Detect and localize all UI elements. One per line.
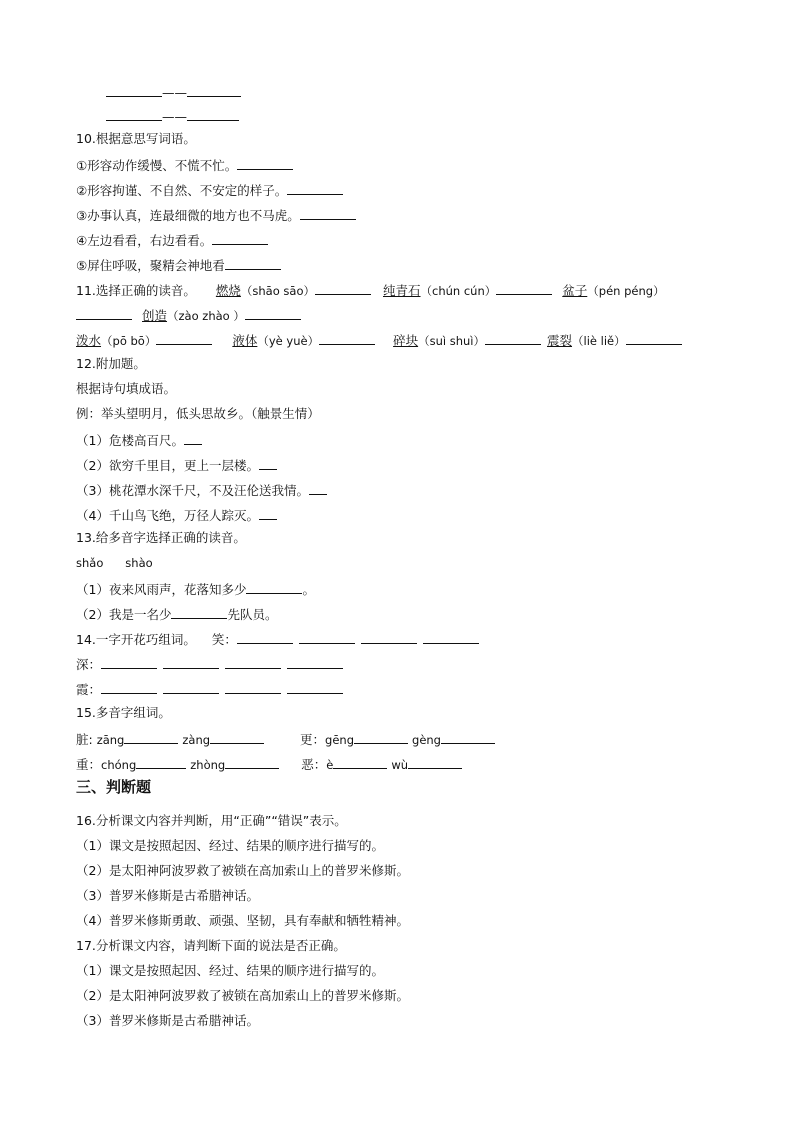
q12-item-text: （3）桃花潭水深千尺，不及汪伦送我情。 bbox=[76, 483, 309, 498]
answer-blank[interactable] bbox=[156, 330, 212, 345]
q13-item-text: 。 bbox=[302, 582, 315, 597]
q15-pinyin: gèng bbox=[412, 733, 441, 747]
q11-word: 盆子 bbox=[562, 283, 588, 298]
q11-pinyin: （pō bō） bbox=[101, 334, 157, 348]
q11-row-2 bbox=[76, 305, 301, 323]
answer-blank[interactable] bbox=[210, 729, 264, 744]
section-heading: 三、判断题 bbox=[76, 778, 152, 796]
q13-title: 13.给多音字选择正确的读音。 bbox=[76, 530, 246, 545]
q10-item-2 bbox=[76, 180, 343, 198]
q12-intro: 根据诗句填成语。 bbox=[76, 381, 177, 396]
q13-item-text: （1）夜来风雨声，花落知多少 bbox=[76, 582, 247, 597]
answer-blank[interactable] bbox=[287, 679, 343, 694]
answer-blank[interactable] bbox=[101, 654, 157, 669]
answer-blank[interactable] bbox=[485, 330, 541, 345]
q11-pinyin: （suì shuì） bbox=[418, 334, 485, 348]
answer-blank[interactable] bbox=[225, 654, 281, 669]
answer-blank[interactable] bbox=[163, 654, 219, 669]
q11-word: 创造 bbox=[142, 308, 168, 323]
answer-blank[interactable] bbox=[287, 180, 343, 195]
q11-pinyin: （pén péng） bbox=[587, 284, 665, 298]
answer-blank[interactable] bbox=[106, 106, 162, 121]
q13-item-text: 先队员。 bbox=[227, 607, 278, 622]
answer-blank[interactable] bbox=[300, 205, 356, 220]
q12-item-2 bbox=[76, 455, 277, 473]
q15-pinyin: zhòng bbox=[190, 758, 226, 772]
q12-example: 例：举头望明月，低头思故乡。（触景生情） bbox=[76, 406, 320, 421]
q10-item-5 bbox=[76, 255, 281, 273]
q12-item-3 bbox=[76, 480, 327, 498]
answer-blank[interactable] bbox=[319, 330, 375, 345]
q11-word: 液体 bbox=[232, 333, 258, 348]
answer-blank[interactable] bbox=[187, 82, 241, 97]
q15-char: 脏: bbox=[76, 732, 97, 747]
q10-item-text: ⑤屏住呼吸，聚精会神地看 bbox=[76, 258, 225, 273]
answer-blank[interactable] bbox=[245, 305, 301, 320]
answer-blank[interactable] bbox=[333, 754, 387, 769]
answer-blank[interactable] bbox=[237, 629, 293, 644]
q12-item-text: （2）欲穷千里目，更上一层楼。 bbox=[76, 458, 259, 473]
q12-item-4 bbox=[76, 505, 277, 523]
q14-row-1 bbox=[76, 629, 479, 647]
q15-pinyin: zàng bbox=[182, 733, 211, 747]
q15-pinyin: gēng bbox=[325, 733, 355, 747]
answer-blank[interactable] bbox=[225, 255, 281, 270]
answer-blank[interactable] bbox=[299, 629, 355, 644]
q13-item-text: （2）我是一名少 bbox=[76, 607, 172, 622]
q15-char: 恶： bbox=[301, 757, 327, 772]
q11-row-1 bbox=[76, 280, 665, 298]
q10-item-1 bbox=[76, 155, 293, 173]
answer-blank[interactable] bbox=[212, 230, 268, 245]
answer-blank[interactable] bbox=[163, 679, 219, 694]
q15-char: 更： bbox=[300, 732, 326, 747]
q15-pinyin: zāng bbox=[96, 733, 125, 747]
answer-blank[interactable] bbox=[136, 754, 186, 769]
q14-title: 14.一字开花巧组词。 bbox=[76, 632, 196, 647]
answer-blank[interactable] bbox=[408, 754, 462, 769]
q10-item-text: ①形容动作缓慢、不慌不忙。 bbox=[76, 158, 238, 173]
q14-char: 笑： bbox=[211, 632, 237, 647]
q10-item-3 bbox=[76, 205, 356, 223]
answer-blank[interactable] bbox=[187, 106, 239, 121]
answer-blank[interactable] bbox=[361, 629, 417, 644]
answer-blank[interactable] bbox=[76, 305, 132, 320]
q16-item-1: （1）课文是按照起因、经过、结果的顺序进行描写的。 bbox=[76, 838, 384, 853]
answer-blank[interactable] bbox=[106, 82, 162, 97]
q14-char: 深： bbox=[76, 657, 102, 672]
q12-item-text: （1）危楼高百尺。 bbox=[76, 433, 184, 448]
q16-item-2: （2）是太阳神阿波罗救了被锁在高加索山上的普罗米修斯。 bbox=[76, 863, 409, 878]
q11-word: 泼水 bbox=[76, 333, 102, 348]
answer-blank[interactable] bbox=[496, 280, 552, 295]
q11-title: 11.选择正确的读音。 bbox=[76, 283, 196, 298]
q11-pinyin: （zào zhào ） bbox=[167, 309, 245, 323]
answer-blank[interactable] bbox=[315, 280, 371, 295]
q14-char: 霞： bbox=[76, 682, 102, 697]
answer-blank[interactable] bbox=[441, 729, 495, 744]
q13-pinyin-options: shǎo shào bbox=[76, 556, 153, 570]
answer-blank[interactable] bbox=[354, 729, 408, 744]
q16-title: 16.分析课文内容并判断，用“正确”“错误”表示。 bbox=[76, 813, 347, 828]
dash-separator: —— bbox=[162, 109, 187, 124]
answer-blank[interactable] bbox=[626, 330, 682, 345]
q11-row-3 bbox=[76, 330, 682, 348]
q11-word: 燃烧 bbox=[215, 283, 241, 298]
q17-item-2: （2）是太阳神阿波罗救了被锁在高加索山上的普罗米修斯。 bbox=[76, 988, 409, 1003]
q12-title: 12.附加题。 bbox=[76, 356, 146, 371]
q15-char: 重： bbox=[76, 757, 102, 772]
q11-pinyin: （liè liě） bbox=[572, 334, 626, 348]
answer-blank[interactable] bbox=[171, 604, 227, 619]
q11-pinyin: （shāo sāo） bbox=[240, 284, 315, 298]
answer-blank[interactable] bbox=[225, 679, 281, 694]
q11-pinyin: （yè yuè） bbox=[257, 334, 320, 348]
q11-word: 碎块 bbox=[393, 333, 419, 348]
answer-blank[interactable] bbox=[124, 729, 178, 744]
answer-blank[interactable] bbox=[287, 654, 343, 669]
dash-separator: —— bbox=[162, 85, 187, 100]
q10-item-text: ②形容拘谨、不自然、不安定的样子。 bbox=[76, 183, 288, 198]
q16-item-4: （4）普罗米修斯勇敢、顽强、坚韧，具有奉献和牺牲精神。 bbox=[76, 913, 409, 928]
q13-item-2 bbox=[76, 604, 277, 622]
q11-word: 纯青石 bbox=[383, 283, 421, 298]
q10-item-4 bbox=[76, 230, 268, 248]
answer-blank[interactable] bbox=[259, 455, 277, 470]
answer-blank[interactable] bbox=[101, 679, 157, 694]
q10-item-text: ④左边看看，右边看看。 bbox=[76, 233, 213, 248]
q15-pinyin: è bbox=[326, 758, 334, 772]
answer-blank[interactable] bbox=[259, 505, 277, 520]
q14-row-3 bbox=[76, 679, 343, 697]
q10-title: 10.根据意思写词语。 bbox=[76, 131, 196, 146]
q15-title: 15.多音字组词。 bbox=[76, 705, 171, 720]
answer-blank[interactable] bbox=[423, 629, 479, 644]
q14-row-2 bbox=[76, 654, 343, 672]
q15-row-1 bbox=[76, 729, 495, 747]
q17-item-1: （1）课文是按照起因、经过、结果的顺序进行描写的。 bbox=[76, 963, 384, 978]
q15-pinyin: wù bbox=[391, 758, 409, 772]
answer-blank[interactable] bbox=[184, 430, 202, 445]
q9-fill-line-1 bbox=[106, 82, 241, 100]
q13-item-1 bbox=[76, 579, 315, 597]
q12-item-text: （4）千山鸟飞绝，万径人踪灭。 bbox=[76, 508, 259, 523]
q9-fill-line-2 bbox=[106, 106, 239, 124]
answer-blank[interactable] bbox=[246, 579, 302, 594]
q17-item-3: （3）普罗米修斯是古希腊神话。 bbox=[76, 1013, 259, 1028]
q17-title: 17.分析课文内容，请判断下面的说法是否正确。 bbox=[76, 938, 346, 953]
q15-pinyin: chóng bbox=[101, 758, 137, 772]
answer-blank[interactable] bbox=[237, 155, 293, 170]
q11-pinyin: （chún cún） bbox=[420, 284, 497, 298]
q15-row-2 bbox=[76, 754, 462, 772]
answer-blank[interactable] bbox=[225, 754, 279, 769]
q16-item-3: （3）普罗米修斯是古希腊神话。 bbox=[76, 888, 259, 903]
answer-blank[interactable] bbox=[309, 480, 327, 495]
q10-item-text: ③办事认真，连最细微的地方也不马虎。 bbox=[76, 208, 300, 223]
q12-item-1 bbox=[76, 430, 202, 448]
q11-word: 震裂 bbox=[547, 333, 573, 348]
